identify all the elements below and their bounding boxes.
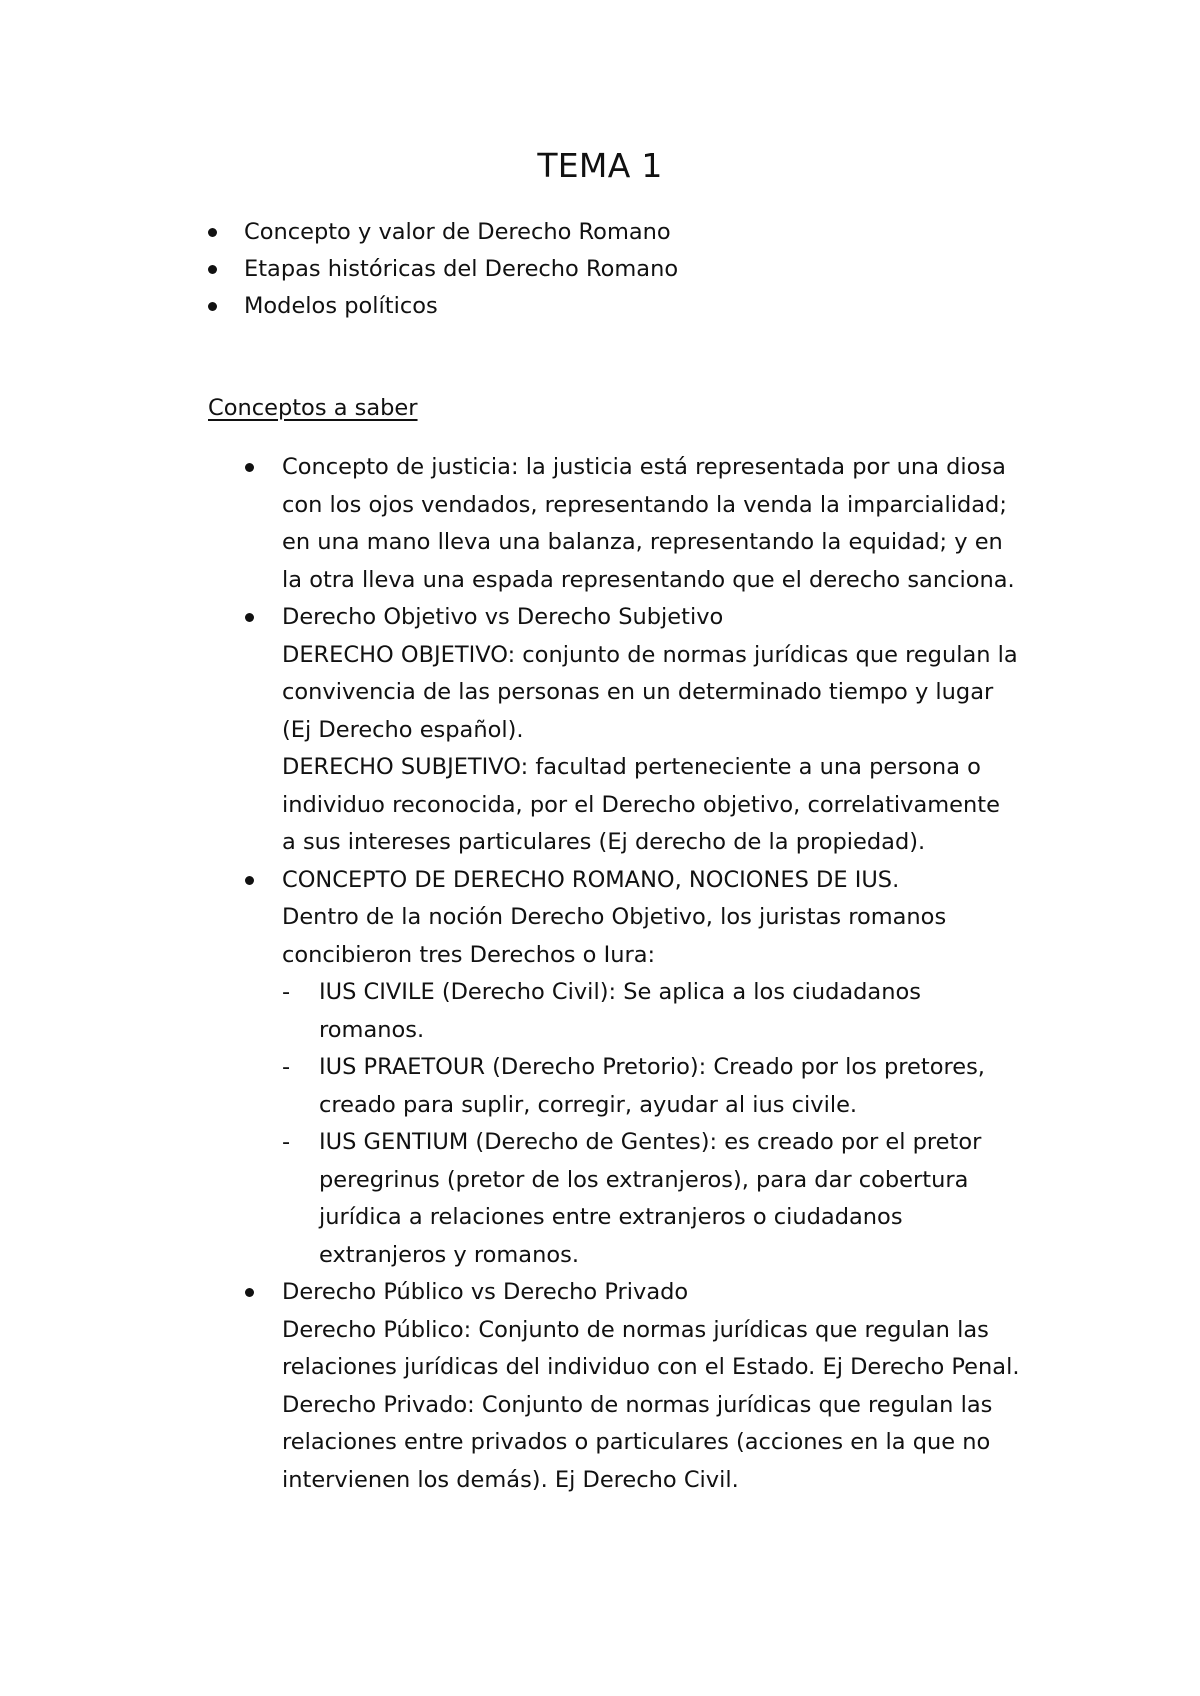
- text-line: Concepto de justicia: la justicia está representada por una diosa: [282, 454, 1006, 480]
- text-line: Derecho Objetivo vs Derecho Subjetivo: [282, 604, 724, 630]
- bullet-icon: [208, 228, 217, 237]
- bullet-icon: [245, 1288, 254, 1297]
- text-line: IUS CIVILE (Derecho Civil): Se aplica a los ciudadanos: [319, 979, 921, 1005]
- list-item-ius-civile: [282, 974, 1060, 1049]
- text-line: DERECHO SUBJETIVO: facultad perteneciente a una persona o: [282, 754, 981, 780]
- bullet-icon: [208, 302, 217, 311]
- text-line: IUS GENTIUM (Derecho de Gentes): es creado por el pretor: [319, 1129, 982, 1155]
- text-line: jurídica a relaciones entre extranjeros o ciudadanos: [319, 1204, 903, 1230]
- text-line: CONCEPTO DE DERECHO ROMANO, NOCIONES DE IUS.: [282, 866, 900, 893]
- bullet-icon: [245, 613, 254, 622]
- concept-item-justicia: [240, 449, 1060, 599]
- bullet-icon: [245, 463, 254, 472]
- text-line: en una mano lleva una balanza, representando la equidad; y en: [282, 529, 1003, 555]
- text-line: (Ej Derecho español).: [282, 716, 524, 743]
- dash-marker: -: [282, 1054, 291, 1080]
- concept-item-derecho-romano: [240, 862, 1060, 1275]
- list-item: Etapas históricas del Derecho Romano: [204, 251, 678, 288]
- text-line: Dentro de la noción Derecho Objetivo, los juristas romanos: [282, 904, 947, 930]
- bullet-icon: [245, 876, 254, 885]
- text-line: con los ojos vendados, representando la venda la imparcialidad;: [282, 491, 1007, 518]
- text-line: intervienen los demás). Ej Derecho Civil.: [282, 1466, 739, 1493]
- text-line: IUS PRAETOUR (Derecho Pretorio): Creado por los pretores,: [319, 1054, 985, 1080]
- list-item-ius-gentium: [282, 1124, 1060, 1274]
- dash-marker: -: [282, 979, 291, 1005]
- bullet-icon: [208, 265, 217, 274]
- text-line: peregrinus (pretor de los extranjeros), para dar cobertura: [319, 1166, 969, 1193]
- list-item: Concepto y valor de Derecho Romano: [204, 214, 678, 251]
- text-line: Derecho Privado: Conjunto de normas jurídicas que regulan las: [282, 1391, 993, 1418]
- list-item: Modelos políticos: [204, 288, 678, 325]
- list-item-ius-praetour: [282, 1049, 1060, 1124]
- topics-list: [204, 214, 678, 325]
- text-line: relaciones entre privados o particulares (acciones en la que no: [282, 1429, 991, 1455]
- text-line: extranjeros y romanos.: [319, 1241, 579, 1268]
- concept-item-publico-privado: [240, 1274, 1060, 1499]
- text-line: convivencia de las personas en un determinado tiempo y lugar: [282, 679, 994, 705]
- text-line: concibieron tres Derechos o Iura:: [282, 941, 656, 968]
- text-line: a sus intereses particulares (Ej derecho de la propiedad).: [282, 829, 926, 855]
- text-line: individuo reconocida, por el Derecho objetivo, correlativamente: [282, 791, 1000, 818]
- iura-list: [282, 974, 1060, 1274]
- text-line: creado para suplir, corregir, ayudar al ius civile.: [319, 1091, 858, 1118]
- section-heading: Conceptos a saber: [208, 395, 418, 421]
- text-line: DERECHO OBJETIVO: conjunto de normas jurídicas que regulan la: [282, 641, 1018, 668]
- text-line: Derecho Público: Conjunto de normas jurídicas que regulan las: [282, 1316, 989, 1343]
- concepts-list: [240, 449, 1060, 1499]
- text-line: Derecho Público vs Derecho Privado: [282, 1279, 689, 1305]
- text-line: romanos.: [319, 1016, 425, 1043]
- text-line: relaciones jurídicas del individuo con el Estado. Ej Derecho Penal.: [282, 1354, 1020, 1380]
- document-title: TEMA 1: [537, 146, 663, 185]
- text-line: la otra lleva una espada representando que el derecho sanciona.: [282, 566, 1015, 593]
- dash-marker: -: [282, 1129, 291, 1155]
- concept-item-objetivo-subjetivo: [240, 599, 1060, 862]
